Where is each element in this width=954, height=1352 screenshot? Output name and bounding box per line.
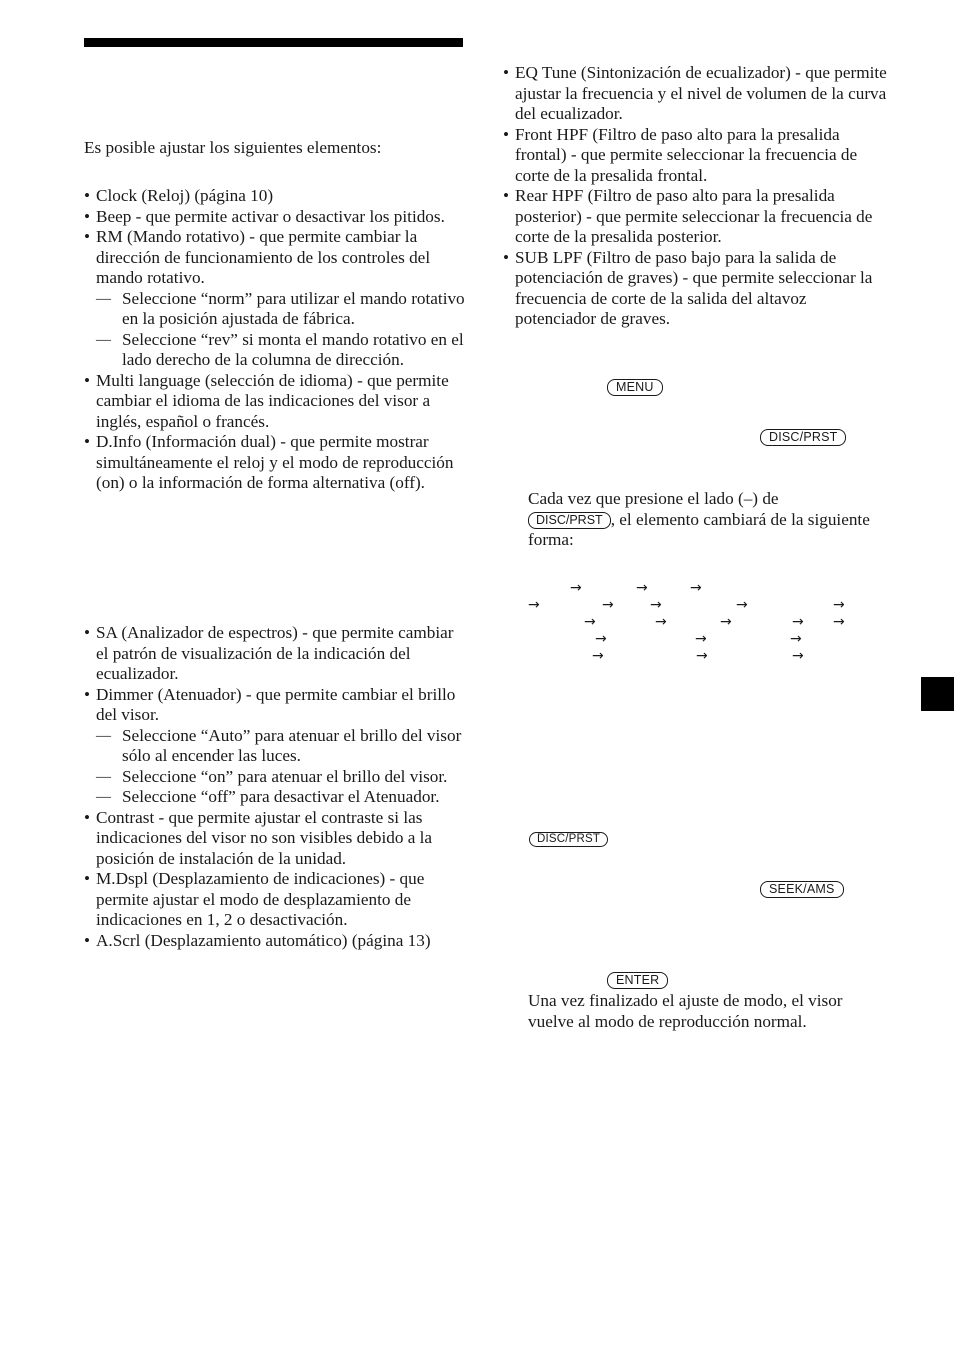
flow-arrow: → (602, 597, 614, 613)
flow-arrow: → (528, 597, 540, 613)
sub-list-item: — Seleccione “Auto” para atenuar el brillo del visor sólo al encender las luces. (96, 726, 468, 767)
enter-button[interactable]: ENTER (607, 972, 668, 989)
list-item-text: A.Scrl (Desplazamiento automático) (página 13) (96, 930, 431, 950)
intro-text: Es posible ajustar los siguientes elementos: (84, 138, 382, 157)
flow-arrow: → (570, 580, 582, 596)
sub-list-item: — Seleccione “on” para atenuar el brillo del visor. (96, 767, 468, 788)
list-item-text: Front HPF (Filtro de paso alto para la presalida frontal) - que permite seleccionar la frecuencia de corte de la presalida frontal. (515, 124, 858, 185)
list-item (84, 623, 468, 685)
flow-arrow: → (736, 597, 748, 613)
section-tab-marker (921, 677, 954, 711)
list-item (84, 931, 468, 952)
sub-list (96, 726, 468, 808)
list-item (84, 685, 468, 808)
flow-arrow: → (833, 614, 845, 630)
flow-arrow: → (595, 631, 607, 647)
disc-prst-button-2[interactable]: DISC/PRST (529, 832, 608, 847)
flow-arrow: → (655, 614, 667, 630)
flow-arrow: → (696, 648, 708, 664)
list-item (84, 808, 468, 870)
step-cycle-text-1: Cada vez que presione el lado (–) de (528, 489, 779, 508)
list-item (84, 371, 468, 433)
list-item (84, 186, 468, 207)
settings-list-b (84, 623, 468, 951)
list-item (84, 432, 468, 494)
sub-list (96, 289, 468, 371)
sub-list-item: — Seleccione “norm” para utilizar el mando rotativo en la posición ajustada de fábrica. (96, 289, 468, 330)
list-item-text: EQ Tune (Sintonización de ecualizador) - que permite ajustar la frecuencia y el nivel de volumen de la curva del ecualizador. (515, 63, 887, 123)
flow-arrow: → (690, 580, 702, 596)
list-item (503, 186, 887, 248)
top-rule (84, 38, 463, 47)
flow-arrow: → (636, 580, 648, 596)
list-item (503, 248, 887, 330)
settings-list-a (84, 186, 468, 494)
disc-prst-button[interactable]: DISC/PRST (760, 429, 846, 446)
list-item (503, 125, 887, 187)
flow-arrow: → (792, 614, 804, 630)
flow-arrow: → (720, 614, 732, 630)
sub-list-item: — Seleccione “off” para desactivar el Atenuador. (96, 787, 468, 808)
list-item-text: Contrast - que permite ajustar el contraste si las indicaciones del visor no son visibles debido a la posición de instalación de la unidad. (96, 807, 433, 868)
list-item-text: Beep - que permite activar o desactivar los pitidos. (96, 206, 445, 226)
menu-button[interactable]: MENU (607, 379, 663, 396)
sub-list-item: — Seleccione “rev” si monta el mando rotativo en el lado derecho de la columna de dirección. (96, 330, 468, 371)
step-cycle-description (528, 489, 888, 551)
flow-arrow: → (650, 597, 662, 613)
list-item-text: Clock (Reloj) (página 10) (96, 186, 274, 205)
list-item-text: Dimmer (Atenuador) - que permite cambiar el brillo del visor. (96, 684, 456, 724)
seek-ams-button[interactable]: SEEK/AMS (760, 881, 844, 898)
flow-arrow: → (790, 631, 802, 647)
step-cycle-text-2: , el elemento cambiará de la siguiente forma: (528, 509, 870, 549)
list-item (84, 869, 468, 931)
flow-arrow: → (584, 614, 596, 630)
settings-list-c (503, 63, 887, 330)
list-item-text: Multi language (selección de idioma) - que permite cambiar el idioma de las indicaciones del visor a inglés, español o francés. (96, 370, 449, 431)
list-item (84, 227, 468, 371)
flow-arrow: → (592, 648, 604, 664)
flow-arrow: → (695, 631, 707, 647)
flow-arrow: → (792, 648, 804, 664)
list-item-text: SA (Analizador de espectros) - que permite cambiar el patrón de visualización de la indicación del ecualizador. (96, 623, 454, 683)
list-item (503, 63, 887, 125)
list-item-text: RM (Mando rotativo) - que permite cambiar la dirección de funcionamiento de los controles del mando rotativo. (96, 227, 431, 287)
flow-arrow: → (833, 597, 845, 613)
list-item-text: SUB LPF (Filtro de paso bajo para la salida de potenciación de graves) - que permite seleccionar la frecuencia de corte de la salida del altavoz potenciador de graves. (515, 247, 873, 328)
list-item-text: D.Info (Información dual) - que permite mostrar simultáneamente el reloj y el modo de reproducción (on) o la información de forma alternativa (off). (96, 432, 454, 492)
list-item-text: M.Dspl (Desplazamiento de indicaciones) - que permite ajustar el modo de desplazamiento de indicaciones en 1, 2 o desactivación. (96, 869, 425, 929)
disc-prst-inline-key: DISC/PRST (528, 512, 611, 529)
list-item (84, 207, 468, 228)
list-item-text: Rear HPF (Filtro de paso alto para la presalida posterior) - que permite seleccionar la frecuencia de corte de la presalida posterior. (515, 186, 873, 246)
final-note: Una vez finalizado el ajuste de modo, el visor vuelve al modo de reproducción normal. (528, 991, 843, 1031)
